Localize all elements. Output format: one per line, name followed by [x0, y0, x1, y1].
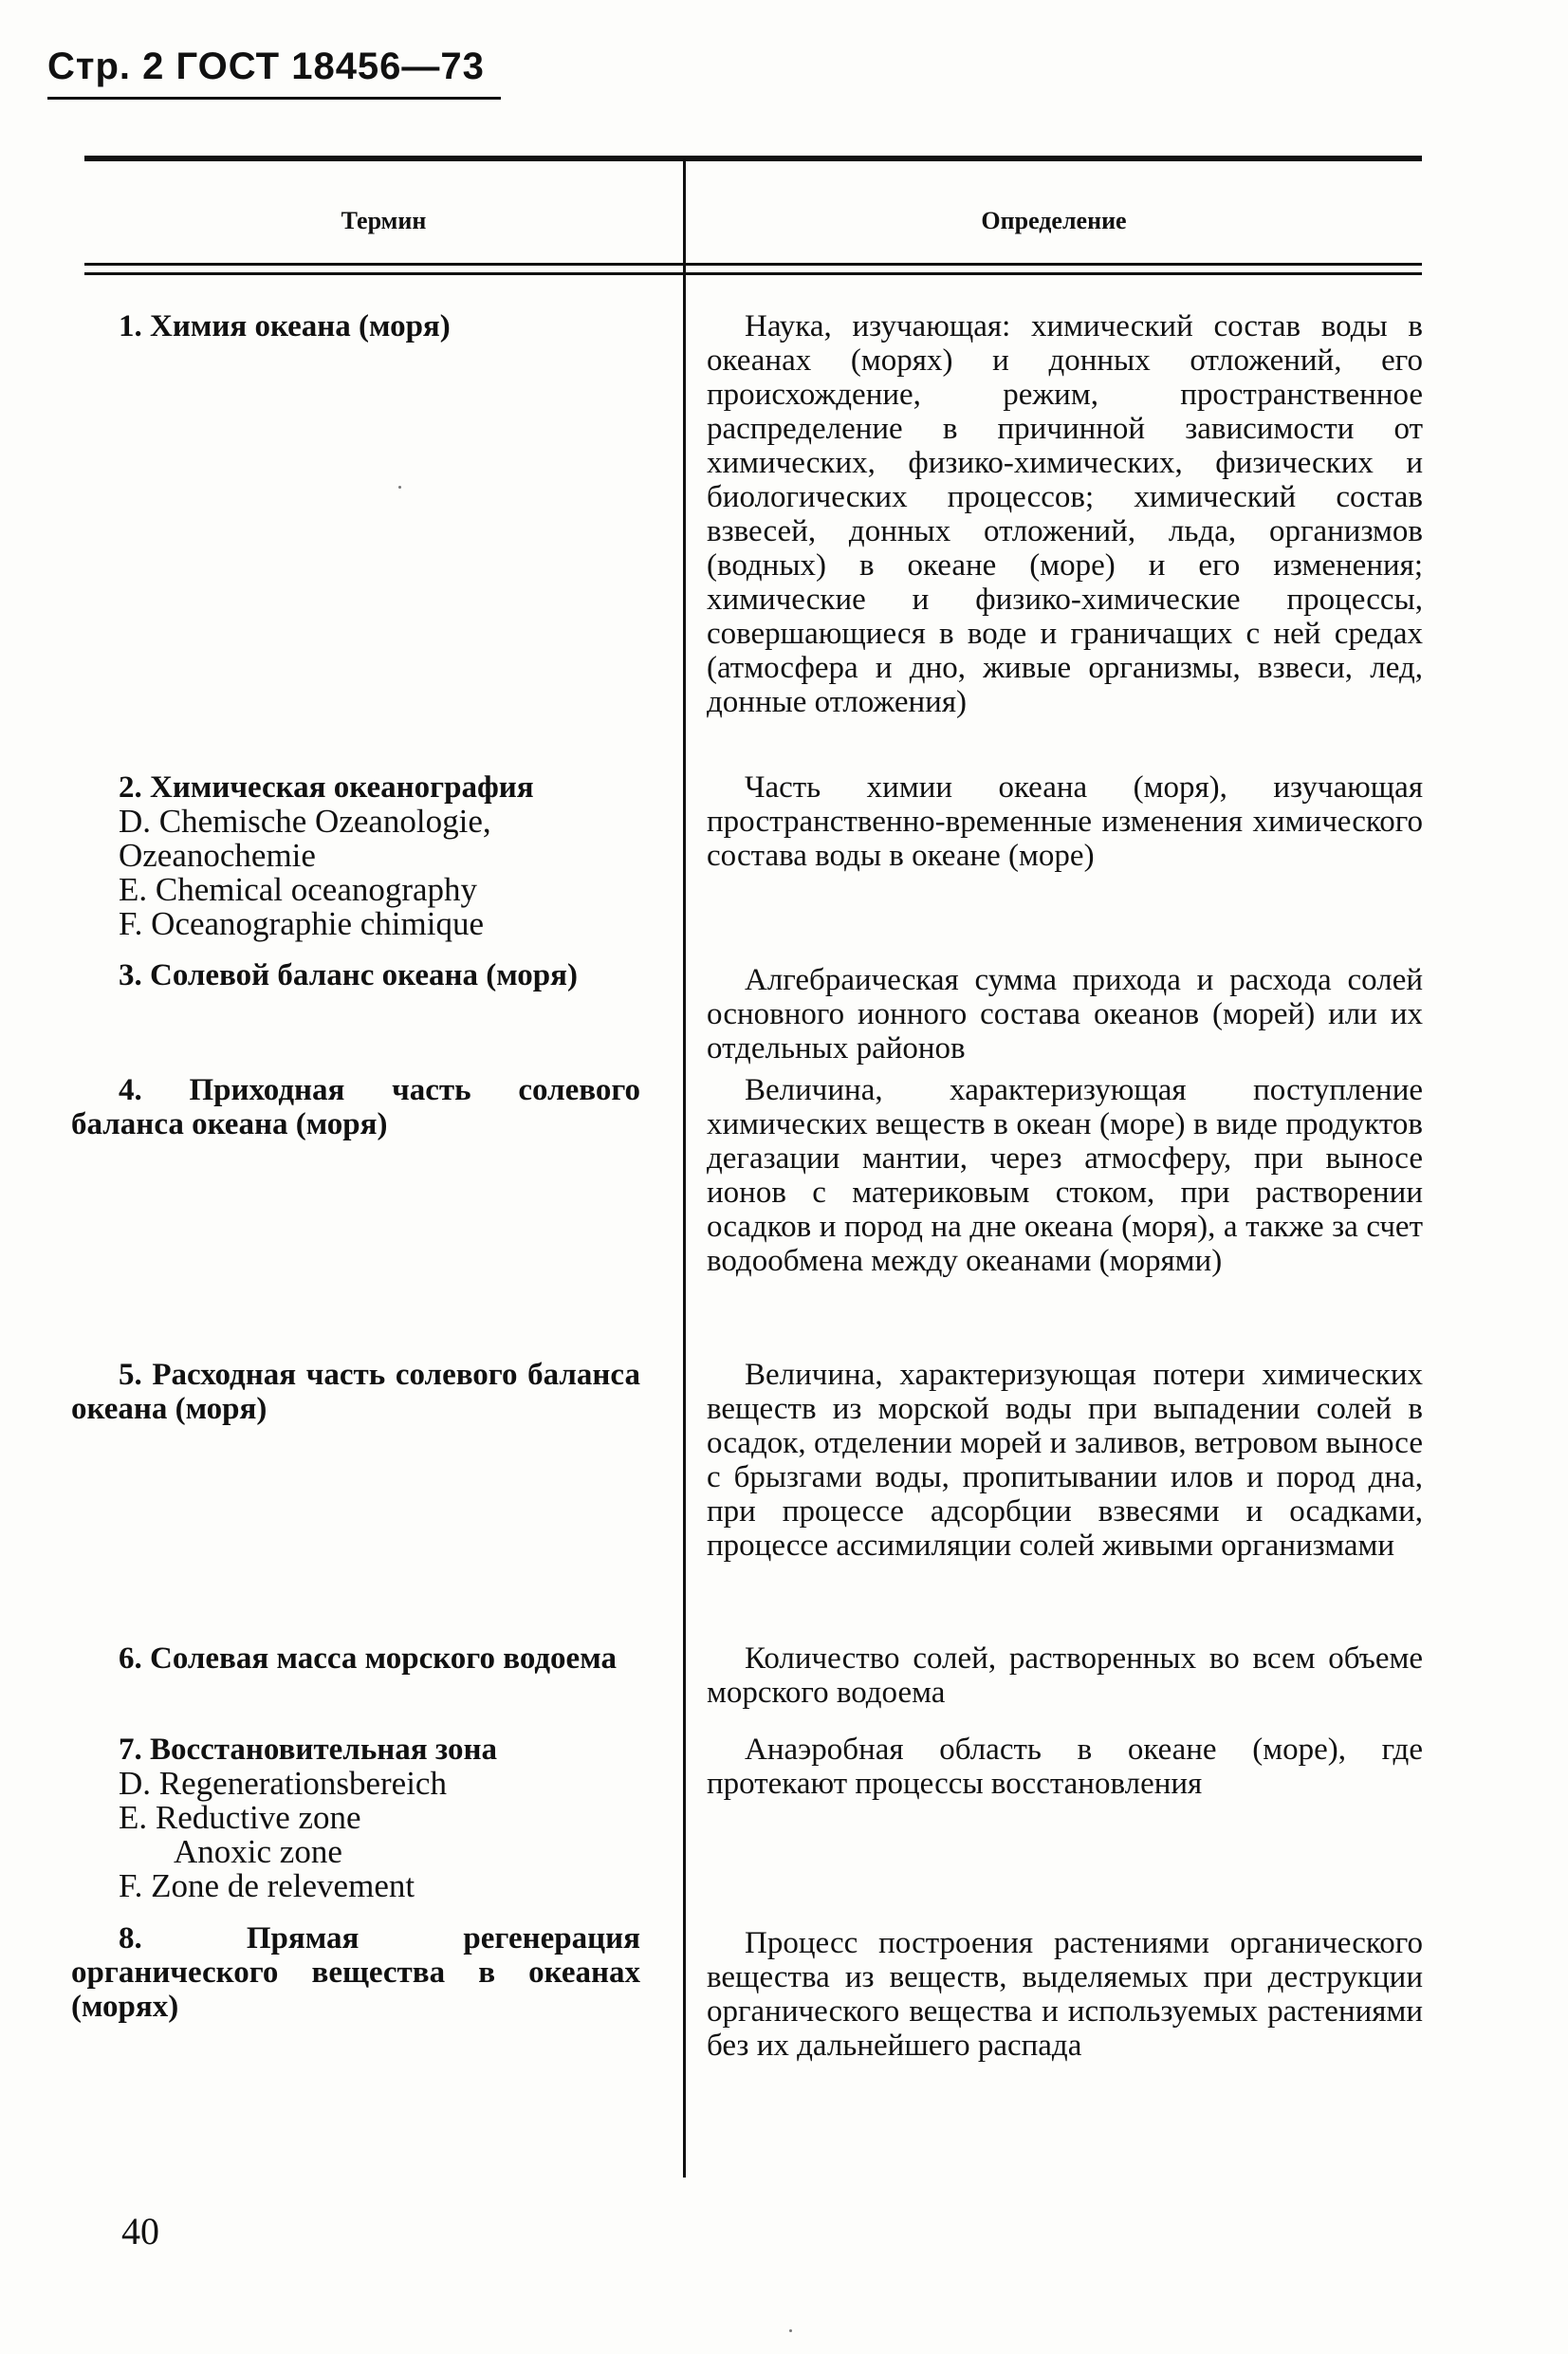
column-header-term: Термин	[341, 207, 427, 234]
term-title: 4. Приходная часть солевого баланса океана (моря)	[71, 1073, 640, 1141]
term-entry-7	[71, 1733, 640, 1903]
table-top-rule	[84, 156, 1422, 161]
definition-entry-2: Часть химии океана (моря), изучающая пространственно-временные изменения химического состава воды в океане (море)	[707, 770, 1423, 873]
term-title: 1. Химия океана (моря)	[119, 309, 451, 343]
header-underline	[47, 97, 501, 100]
term-entry-3	[71, 958, 640, 992]
foreign-term-en: E. Chemical oceanography	[119, 871, 478, 908]
term-title: 2. Химическая океанография	[119, 770, 534, 805]
column-header-definition: Определение	[981, 207, 1127, 234]
definition-entry-8: Процесс построения растениями органического вещества из веществ, выделяемых при деструкции органического вещества и используемых растениями без их дальнейшего распада	[707, 1926, 1423, 2063]
foreign-term-en-alt: Anoxic zone	[174, 1833, 342, 1870]
definition-entry-7: Анаэробная область в океане (море), где протекают процессы восстановления	[707, 1733, 1423, 1801]
term-entry-5	[71, 1358, 640, 1426]
foreign-term-de: D. Regenerationsbereich	[119, 1765, 447, 1802]
term-entry-4	[71, 1073, 640, 1141]
scan-speck	[789, 2329, 792, 2332]
definition-entry-5: Величина, характеризующая потери химических веществ из морской воды при выпадении солей в осадок, отделении морей и заливов, ветровом выносе с брызгами воды, пропитывании илов и пород дна, при процессе адсорбции взвесями и осадками, процессе ассимиляции солей живыми организмами	[707, 1358, 1423, 1563]
term-title: 7. Восстановительная зона	[119, 1733, 497, 1767]
column-divider	[683, 161, 686, 2178]
foreign-term-fr: F. Oceanographie chimique	[119, 905, 484, 942]
page-number: 40	[121, 2210, 159, 2252]
term-title: 6. Солевая масса морского водоема	[119, 1641, 617, 1676]
term-entry-8	[71, 1921, 640, 2024]
foreign-term-en: E. Reductive zone	[119, 1799, 361, 1836]
foreign-term-de: D. Chemische Ozeanologie, Ozeanochemie	[119, 803, 491, 874]
definition-entry-1: Наука, изучающая: химический состав воды в океанах (морях) и донных отложений, его происхождение, режим, пространственное распределение в причинной зависимости от химических, физико-химических, физических и биологических процессов; химический состав взвесей, донных отложений, льда, организмов (водных) в океане (море) и его изменения; химические и физико-химические процессы, совершающиеся в воде и граничащих с ней средах (атмосфера и дно, живые организмы, взвеси, лед, донные отложения)	[707, 309, 1423, 719]
header-rule-upper	[84, 263, 1422, 266]
term-entry-1	[71, 309, 640, 343]
definition-entry-3: Алгебраическая сумма прихода и расхода солей основного ионного состава океанов (морей) или их отдельных районов	[707, 963, 1423, 1066]
term-title: 3. Солевой баланс океана (моря)	[119, 958, 578, 992]
foreign-term-fr: F. Zone de relevement	[119, 1867, 415, 1904]
definition-entry-6: Количество солей, растворенных во всем объеме морского водоема	[707, 1641, 1423, 1710]
term-entry-6	[71, 1641, 640, 1676]
term-title: 5. Расходная часть солевого баланса океана (моря)	[71, 1358, 640, 1426]
foreign-equivalents	[71, 805, 640, 941]
scan-speck	[398, 486, 401, 489]
header-rule-lower	[84, 272, 1422, 275]
running-header: Стр. 2 ГОСТ 18456—73	[47, 46, 485, 87]
definition-entry-4: Величина, характеризующая поступление химических веществ в океан (море) в виде продуктов дегазации мантии, через атмосферу, при выносе ионов с материковым стоком, при растворении осадков и пород на дне океана (моря), а также за счет водообмена между океанами (морями)	[707, 1073, 1423, 1278]
term-title: 8. Прямая регенерация органического вещества в океанах (морях)	[71, 1921, 640, 2024]
foreign-equivalents	[71, 1767, 640, 1903]
term-entry-2	[71, 770, 640, 941]
